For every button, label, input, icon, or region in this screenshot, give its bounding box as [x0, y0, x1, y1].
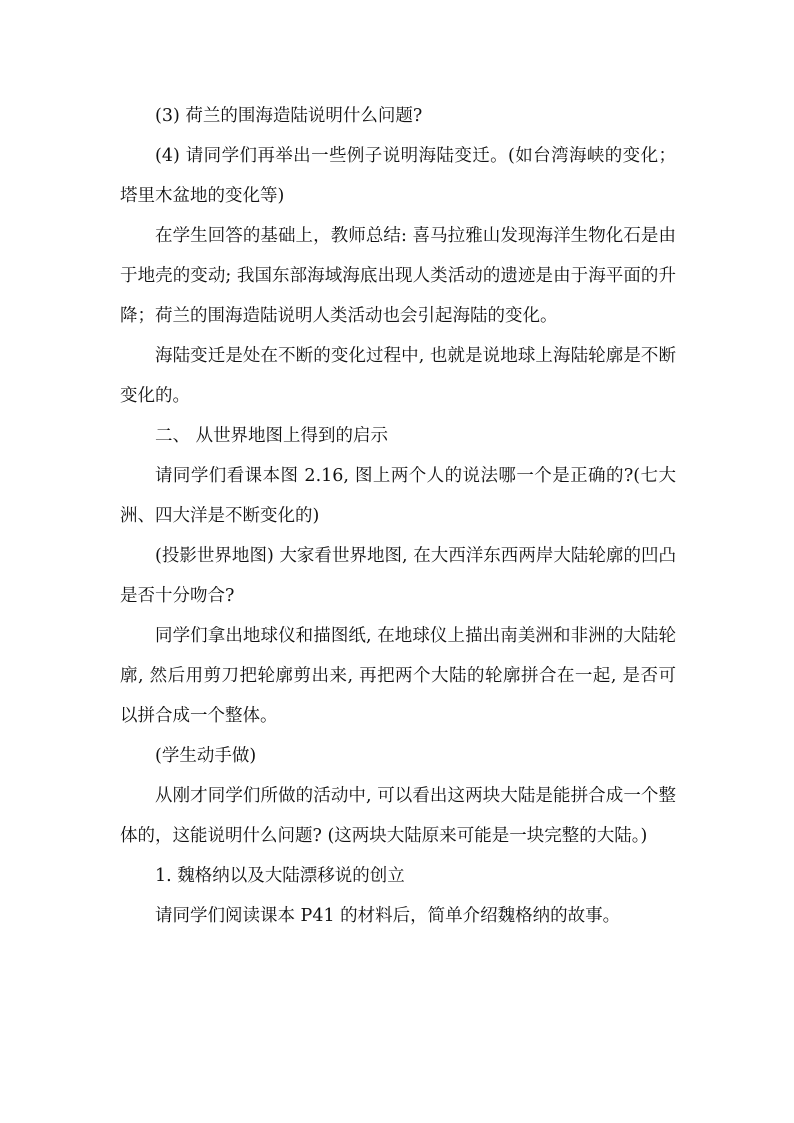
- paragraph-projection-map: (投影世界地图) 大家看世界地图, 在大西洋东西两岸大陆轮廓的凹凸是否十分吻合?: [120, 546, 676, 606]
- paragraph-student-activity: (学生动手做): [155, 746, 257, 766]
- paragraph-figure-2-16: 请同学们看课本图 2.16, 图上两个人的说法哪一个是正确的?(七大洲、四大洋是不断变化的): [120, 466, 676, 526]
- paragraph-teacher-summary: 在学生回答的基础上，教师总结: 喜马拉雅山发现海洋生物化石是由于地壳的变动; 我国东部海域海底出现人类活动的遗迹是由于海平面的升降；荷兰的围海造陆说明人类活动也会引起海陆的变化。: [120, 226, 676, 326]
- paragraph-globe-activity: 同学们拿出地球仪和描图纸, 在地球仪上描出南美洲和非洲的大陆轮廓, 然后用剪刀把轮廓剪出来, 再把两个大陆的轮廓拼合在一起, 是否可以拼合成一个整体。: [120, 626, 676, 726]
- paragraph-sea-land-change: 海陆变迁是处在不断的变化过程中, 也就是说地球上海陆轮廓是不断变化的。: [120, 346, 676, 406]
- paragraph-question-3: (3) 荷兰的围海造陆说明什么问题?: [155, 106, 423, 126]
- paragraph-read-p41: 请同学们阅读课本 P41 的材料后，简单介绍魏格纳的故事。: [155, 906, 621, 926]
- subheading-wegener: 1. 魏格纳以及大陆漂移说的创立: [155, 866, 405, 886]
- paragraph-question-4: (4) 请同学们再举出一些例子说明海陆变迁。(如台湾海峡的变化；塔里木盆地的变化等): [120, 146, 676, 206]
- document-page: [120, 96, 676, 936]
- paragraph-activity-conclusion: 从刚才同学们所做的活动中, 可以看出这两块大陆是能拼合成一个整体的，这能说明什么问题? (这两块大陆原来可能是一块完整的大陆。): [120, 786, 676, 846]
- section-heading-world-map: 二、 从世界地图上得到的启示: [155, 426, 389, 446]
